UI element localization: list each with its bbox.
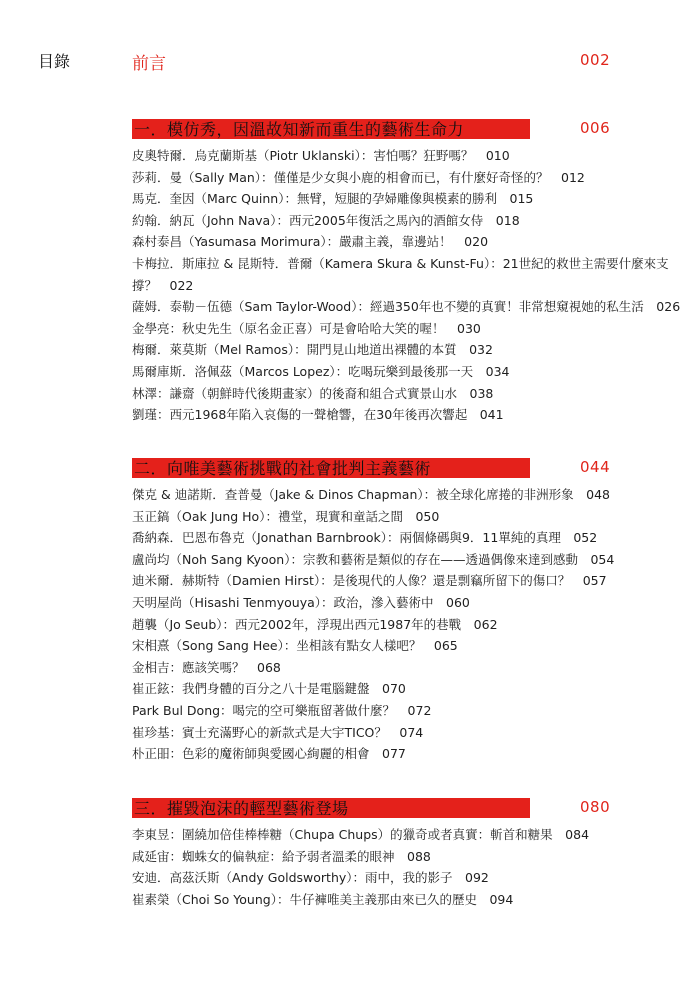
section-title: 三．摧毀泡沫的輕型藝術登場 xyxy=(134,799,349,818)
toc-entry: 金相吉：應該笑嗎？ 068 xyxy=(132,659,281,675)
toc-entry: 皮奧特爾．烏克蘭斯基（Piotr Uklanski）：害怕嗎？狂野嗎？ 010 xyxy=(132,148,510,163)
toc-entry: 莎莉．曼（Sally Man）：僅僅是少女與小鹿的相會而已，有什麼好奇怪的？ 012 xyxy=(132,169,585,185)
toc-entry: Park Bul Dong：喝完的空可樂瓶留著做什麼？ 072 xyxy=(132,702,432,718)
toc-entry: 劉瑾：西元1968年陷入哀傷的一聲槍響，在30年後再次響起 041 xyxy=(132,407,504,423)
toc-entry: 傑克 & 迪諾斯．查普曼（Jake & Dinos Chapman）：被全球化席捲的非洲形象 048 xyxy=(132,487,610,502)
section-header xyxy=(132,117,672,145)
section-1 xyxy=(132,117,681,426)
toc-entry: 薩姆．泰勒－伍德（Sam Taylor-Wood）：經過350年也不變的真實！非常想窺視她的私生活 026 xyxy=(132,299,681,315)
toc-entry: 卡梅拉．斯庫拉 & 昆斯特．普爾（Kamera Skura & Kunst-Fu）：21世紀的救世主需要什麼來支撐？ 022 xyxy=(132,255,669,293)
toc-entry: 崔素榮（Choi So Young）：牛仔褲唯美主義那由來已久的歷史 094 xyxy=(132,891,514,907)
toc-entry: 崔正鉉：我們身體的百分之八十是電腦鍵盤 070 xyxy=(132,681,406,697)
toc-entry: 約翰．納瓦（John Nava）：西元2005年復活之馬內的酒館女侍 018 xyxy=(132,212,520,228)
toc-entry: 馬克．奎因（Marc Quinn）：無臂，短腿的孕婦雕像與模素的勝利 015 xyxy=(132,191,534,207)
entry-list xyxy=(132,145,681,426)
toc-entry: 馬爾庫斯．洛佩茲（Marcos Lopez）：吃喝玩樂到最後那一天 034 xyxy=(132,363,510,379)
section-title: 一．模仿秀，因溫故知新而重生的藝術生命力 xyxy=(134,120,465,139)
toc-entry: 安迪．高茲沃斯（Andy Goldsworthy）：雨中，我的影子 092 xyxy=(132,870,489,886)
toc-entry: 趙襲（Jo Seub）：西元2002年，浮現出西元1987年的巷戰 062 xyxy=(132,616,498,632)
intro-title: 前言 xyxy=(132,54,166,74)
section-header xyxy=(132,796,672,824)
section-page-number: 080 xyxy=(580,798,611,816)
toc-entry: 喬納森．巴恩布魯克（Jonathan Barnbrook）：兩個條碼與9．11單純的真理 052 xyxy=(132,530,598,546)
section-page-number: 006 xyxy=(580,119,611,137)
toc-entry: 林澤：謙齋（朝鮮時代後期畫家）的後裔和組合式實景山水 038 xyxy=(132,385,494,401)
toc-entry: 玉正鎬（Oak Jung Ho）：禮堂，現實和童話之間 050 xyxy=(132,508,440,524)
section-2 xyxy=(132,456,672,765)
toc-entry: 朴正昍：色彩的魔術師與愛國心絢麗的相會 077 xyxy=(132,746,406,762)
intro-page-number: 002 xyxy=(580,51,611,69)
toc-entry: 天明屋尚（Hisashi Tenmyouya）：政治，滲入藝術中 060 xyxy=(132,594,470,610)
section-title: 二．向唯美藝術挑戰的社會批判主義藝術 xyxy=(134,459,432,478)
entry-list xyxy=(132,824,672,910)
toc-entry: 李東昱：圍繞加倍佳棒棒糖（Chupa Chups）的獵奇或者真實：斬首和糖果 084 xyxy=(132,827,590,842)
toc-entry: 迪米爾．赫斯特（Damien Hirst）：是後現代的人像？還是剽竊所留下的傷口？ 057 xyxy=(132,573,607,589)
toc-entry: 梅爾．萊莫斯（Mel Ramos）：開門見山地道出裸體的本質 032 xyxy=(132,342,493,358)
toc-entry: 盧尚均（Noh Sang Kyoon）：宗教和藝術是類似的存在——透過偶像來達到感動 054 xyxy=(132,551,615,567)
section-header xyxy=(132,456,672,484)
toc-entry: 咸延宙：蜘蛛女的偏執症：給予弱者溫柔的眼神 088 xyxy=(132,848,431,864)
toc-entry: 金學亮：秋史先生（原名金正喜）可是會哈哈大笑的喔！ 030 xyxy=(132,320,481,336)
toc-entry: 宋相熹（Song Sang Hee）：坐相該有點女人樣吧？ 065 xyxy=(132,638,458,654)
section-3 xyxy=(132,796,672,910)
toc-entry: 崔珍基：賓士充滿野心的新款式是大宇TICO？ 074 xyxy=(132,724,424,740)
section-page-number: 044 xyxy=(580,458,611,476)
toc-entry: 森村泰昌（Yasumasa Morimura）：嚴肅主義，靠邊站！ 020 xyxy=(132,234,489,250)
entry-list xyxy=(132,484,672,765)
toc-label: 目錄 xyxy=(38,52,71,71)
